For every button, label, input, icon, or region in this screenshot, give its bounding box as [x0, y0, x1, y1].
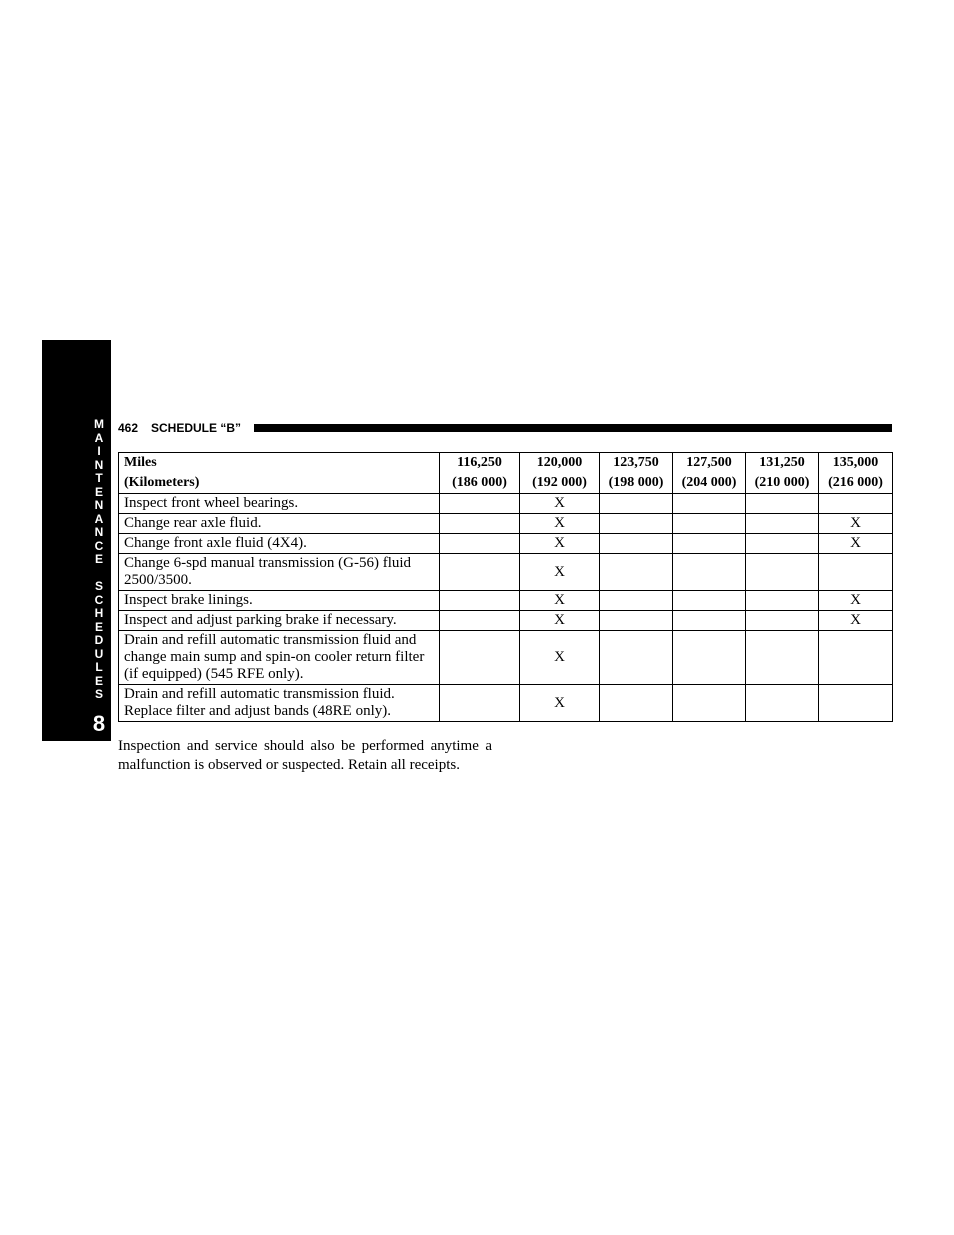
section-tab-label — [90, 418, 108, 702]
interval-mark-cell: X — [520, 591, 600, 611]
header-label-cell — [119, 453, 440, 494]
side-tab-letter: C — [94, 592, 104, 607]
side-tab-letter: N — [94, 498, 104, 512]
header-interval-cell — [520, 453, 600, 494]
side-tab-letter: M — [94, 417, 104, 431]
interval-mark-cell — [440, 514, 520, 534]
side-tab-letter: E — [94, 673, 103, 688]
interval-mark-cell: X — [520, 494, 600, 514]
header-interval-cell — [819, 453, 893, 494]
interval-miles: 131,250 — [759, 455, 805, 470]
interval-mark-cell: X — [520, 534, 600, 554]
interval-mark-cell: X — [819, 534, 893, 554]
task-cell: Inspect and adjust parking brake if necessary. — [119, 611, 440, 631]
side-tab-letter: S — [94, 579, 103, 593]
interval-mark-cell — [673, 554, 746, 591]
side-tab-letter: I — [97, 444, 101, 458]
table-row — [119, 631, 893, 685]
task-cell: Inspect front wheel bearings. — [119, 494, 440, 514]
interval-mark-cell: X — [520, 685, 600, 722]
interval-mark-cell — [600, 685, 673, 722]
table-row — [119, 554, 893, 591]
side-tab-letter: E — [94, 552, 103, 566]
task-cell: Drain and refill automatic transmission fluid and change main sump and spin-on cooler return filter (if equipped) (545 RFE only). — [119, 631, 440, 685]
interval-mark-cell — [746, 591, 819, 611]
side-tab-letter: H — [94, 606, 104, 620]
interval-mark-cell — [746, 631, 819, 685]
interval-km: (210 000) — [754, 475, 810, 490]
interval-mark-cell — [600, 534, 673, 554]
interval-km: (204 000) — [681, 475, 737, 490]
interval-mark-cell — [673, 611, 746, 631]
interval-mark-cell — [600, 611, 673, 631]
side-tab-letter: E — [94, 484, 103, 499]
interval-mark-cell: X — [520, 554, 600, 591]
interval-mark-cell — [673, 631, 746, 685]
task-cell: Change 6-spd manual transmission (G-56) fluid 2500/3500. — [119, 554, 440, 591]
side-tab-letter: D — [94, 633, 104, 647]
side-tab-letter: L — [95, 660, 103, 674]
side-tab-letter: A — [94, 430, 104, 445]
interval-mark-cell: X — [819, 514, 893, 534]
interval-miles: 123,750 — [613, 455, 659, 470]
side-tab-letter: N — [94, 457, 104, 472]
header-interval-cell — [746, 453, 819, 494]
interval-mark-cell — [440, 534, 520, 554]
table-row — [119, 534, 893, 554]
maintenance-schedule-table — [118, 452, 893, 722]
interval-km: (192 000) — [532, 475, 587, 490]
interval-mark-cell: X — [520, 631, 600, 685]
task-cell: Drain and refill automatic transmission fluid. Replace filter and adjust bands (48RE only). — [119, 685, 440, 722]
side-tab-letter: C — [94, 538, 104, 553]
page-header — [118, 418, 892, 438]
interval-mark-cell — [746, 685, 819, 722]
interval-mark-cell — [440, 494, 520, 514]
table-row — [119, 514, 893, 534]
section-number: 8 — [92, 711, 106, 736]
interval-miles: 135,000 — [832, 455, 879, 470]
interval-mark-cell — [746, 611, 819, 631]
interval-mark-cell — [746, 554, 819, 591]
side-tab-letter: N — [94, 525, 104, 539]
side-tab-letter: T — [95, 471, 103, 485]
interval-mark-cell: X — [819, 611, 893, 631]
interval-miles: 116,250 — [457, 455, 502, 470]
side-tab-letter: S — [94, 687, 103, 701]
header-interval-cell — [600, 453, 673, 494]
interval-mark-cell — [673, 591, 746, 611]
interval-mark-cell — [440, 685, 520, 722]
header-label-miles: Miles — [124, 455, 157, 470]
interval-mark-cell — [673, 494, 746, 514]
table-row — [119, 685, 893, 722]
side-tab-letter — [90, 567, 108, 581]
header-interval-cell — [673, 453, 746, 494]
table-row — [119, 591, 893, 611]
interval-mark-cell — [440, 554, 520, 591]
task-cell: Inspect brake linings. — [119, 591, 440, 611]
interval-mark-cell — [819, 494, 893, 514]
interval-km: (186 000) — [452, 475, 507, 490]
interval-mark-cell — [673, 685, 746, 722]
interval-mark-cell — [746, 514, 819, 534]
side-tab-letter: E — [94, 619, 103, 634]
header-rule — [254, 424, 892, 432]
interval-mark-cell — [600, 554, 673, 591]
task-cell: Change rear axle fluid. — [119, 514, 440, 534]
side-tab-letter: A — [94, 511, 104, 526]
interval-mark-cell — [440, 611, 520, 631]
header-interval-cell — [440, 453, 520, 494]
interval-mark-cell — [600, 591, 673, 611]
interval-mark-cell — [819, 554, 893, 591]
table-row — [119, 611, 893, 631]
interval-mark-cell — [440, 631, 520, 685]
table-row — [119, 494, 893, 514]
interval-km: (198 000) — [608, 475, 664, 490]
interval-mark-cell — [673, 514, 746, 534]
page-title: SCHEDULE “B” — [151, 421, 242, 435]
interval-mark-cell — [746, 494, 819, 514]
page-number: 462 — [118, 421, 139, 435]
interval-mark-cell — [746, 534, 819, 554]
interval-mark-cell — [673, 534, 746, 554]
task-cell: Change front axle fluid (4X4). — [119, 534, 440, 554]
interval-mark-cell — [819, 631, 893, 685]
interval-mark-cell — [600, 494, 673, 514]
interval-mark-cell: X — [520, 611, 600, 631]
header-label-kilometers: (Kilometers) — [124, 475, 200, 490]
interval-mark-cell — [600, 631, 673, 685]
interval-mark-cell: X — [819, 591, 893, 611]
interval-mark-cell — [819, 685, 893, 722]
interval-km: (216 000) — [828, 475, 883, 490]
footnote-text: Inspection and service should also be performed anytime a malfunction is observed or suspected. Retain all receipts. — [118, 738, 492, 773]
interval-mark-cell — [440, 591, 520, 611]
interval-mark-cell — [600, 514, 673, 534]
interval-miles: 120,000 — [536, 455, 583, 470]
interval-mark-cell: X — [520, 514, 600, 534]
interval-miles: 127,500 — [686, 455, 732, 470]
side-tab-letter: U — [94, 646, 104, 661]
table-header-row — [119, 453, 893, 494]
